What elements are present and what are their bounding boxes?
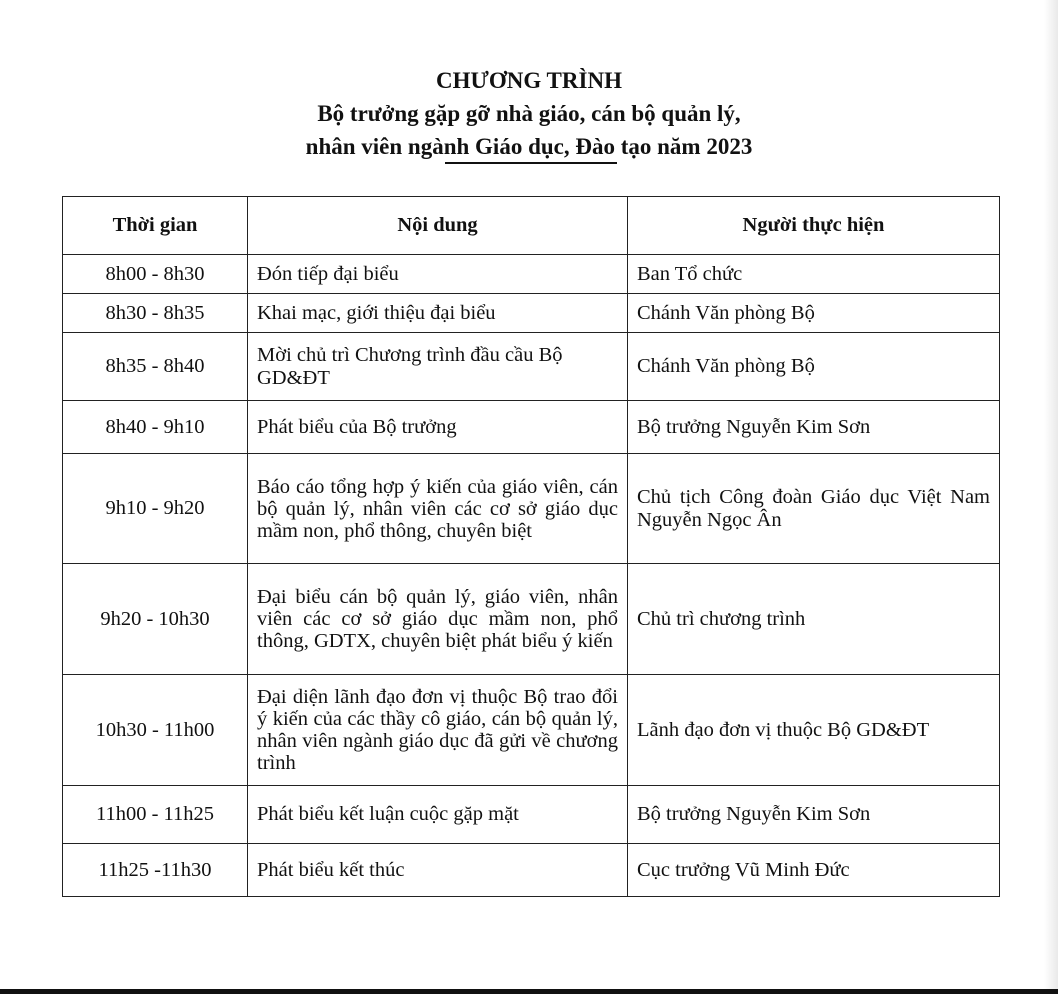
- row-performer: Bộ trưởng Nguyễn Kim Sơn: [628, 786, 1000, 844]
- row-content: Phát biểu kết luận cuộc gặp mặt: [248, 786, 628, 844]
- row-content: Đón tiếp đại biểu: [248, 255, 628, 294]
- row-performer: Chủ tịch Công đoàn Giáo dục Việt Nam Nguyễn Ngọc Ân: [628, 454, 1000, 564]
- row-content: Phát biểu kết thúc: [248, 844, 628, 897]
- table-row: [63, 454, 1000, 564]
- row-content: Đại diện lãnh đạo đơn vị thuộc Bộ trao đổi ý kiến của các thầy cô giáo, cán bộ quản lý, nhân viên ngành giáo dục đã gửi về chương trình: [248, 675, 628, 786]
- table-row: [63, 294, 1000, 333]
- header-content: Nội dung: [248, 197, 628, 255]
- row-content: Mời chủ trì Chương trình đầu cầu Bộ GD&ĐT: [248, 333, 628, 401]
- table-row: [63, 786, 1000, 844]
- row-time: 9h10 - 9h20: [63, 454, 248, 564]
- bottom-edge-bar: [0, 989, 1058, 994]
- table-row: [63, 401, 1000, 454]
- row-time: 8h30 - 8h35: [63, 294, 248, 333]
- row-performer: Ban Tổ chức: [628, 255, 1000, 294]
- row-performer: Chủ trì chương trình: [628, 564, 1000, 675]
- table-row: [63, 844, 1000, 897]
- row-time: 11h00 - 11h25: [63, 786, 248, 844]
- table-row: [63, 564, 1000, 675]
- row-time: 11h25 -11h30: [63, 844, 248, 897]
- table-header-row: [63, 197, 1000, 255]
- row-performer: Chánh Văn phòng Bộ: [628, 294, 1000, 333]
- row-performer: Bộ trưởng Nguyễn Kim Sơn: [628, 401, 1000, 454]
- row-content: Phát biểu của Bộ trưởng: [248, 401, 628, 454]
- row-time: 8h00 - 8h30: [63, 255, 248, 294]
- row-content: Đại biểu cán bộ quản lý, giáo viên, nhân viên các cơ sở giáo dục mầm non, phổ thông, GDTX, chuyên biệt phát biểu ý kiến: [248, 564, 628, 675]
- row-time: 9h20 - 10h30: [63, 564, 248, 675]
- row-time: 10h30 - 11h00: [63, 675, 248, 786]
- table-row: [63, 675, 1000, 786]
- row-performer: Lãnh đạo đơn vị thuộc Bộ GD&ĐT: [628, 675, 1000, 786]
- table-row: [63, 333, 1000, 401]
- heading-underline: [445, 162, 617, 164]
- row-performer: Chánh Văn phòng Bộ: [628, 333, 1000, 401]
- row-performer: Cục trưởng Vũ Minh Đức: [628, 844, 1000, 897]
- document-heading: [0, 64, 1058, 163]
- row-time: 8h35 - 8h40: [63, 333, 248, 401]
- program-table: [62, 196, 1000, 897]
- row-time: 8h40 - 9h10: [63, 401, 248, 454]
- row-content: Báo cáo tổng hợp ý kiến của giáo viên, cán bộ quản lý, nhân viên các cơ sở giáo dục mầm non, phổ thông, chuyên biệt: [248, 454, 628, 564]
- document-subtitle-line-2: nhân viên ngành Giáo dục, Đào tạo năm 2023: [305, 134, 753, 159]
- document-title: CHƯƠNG TRÌNH: [436, 68, 622, 93]
- table-row: [63, 255, 1000, 294]
- header-performer: Người thực hiện: [628, 197, 1000, 255]
- header-time: Thời gian: [63, 197, 248, 255]
- row-content: Khai mạc, giới thiệu đại biểu: [248, 294, 628, 333]
- document-subtitle-line-1: Bộ trưởng gặp gỡ nhà giáo, cán bộ quản lý,: [317, 101, 741, 126]
